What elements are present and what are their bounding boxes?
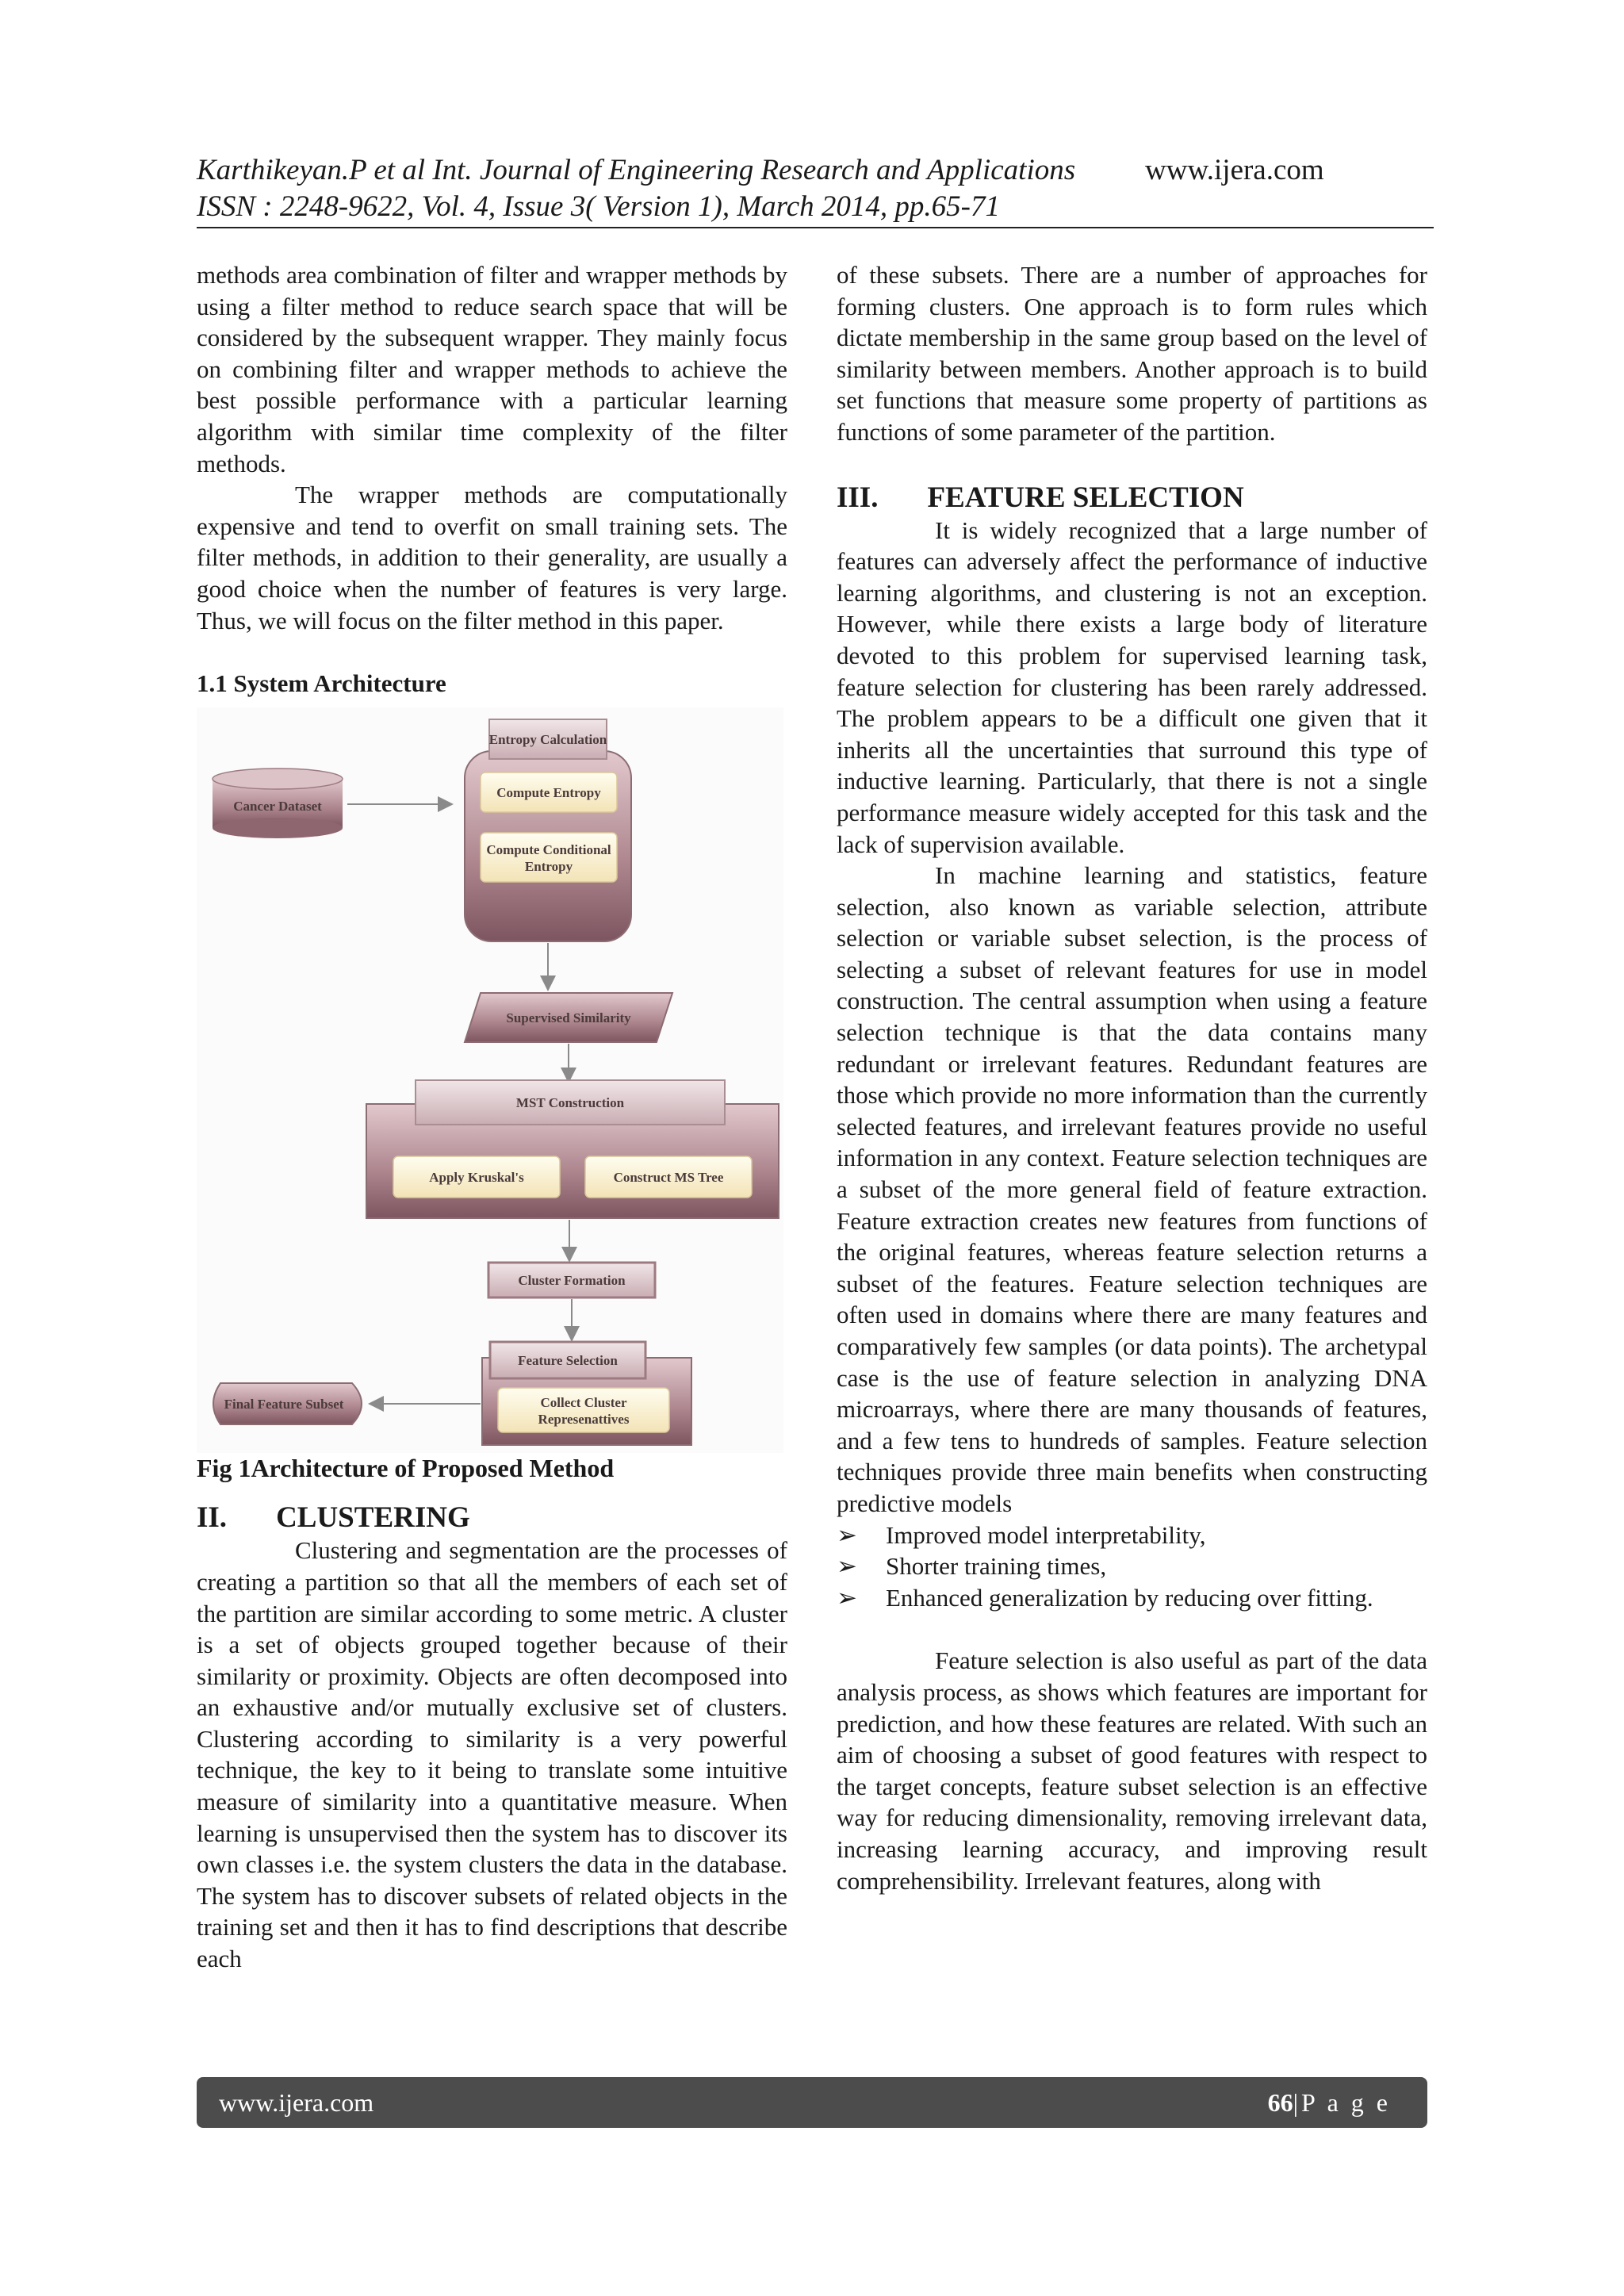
cancer-dataset-node: [213, 769, 343, 838]
section-title: CLUSTERING: [276, 1501, 470, 1535]
list-item: [837, 1550, 1427, 1582]
apply-kruskal-label: Apply Kruskal's: [429, 1169, 524, 1185]
paragraph: of these subsets. There are a number of approaches for forming clusters. One approach is to form rules which dictate membership in the same group based on the level of similarity between members. Another approach is to build set functions that measure some property of partitions as functions of some parameter of the partition.: [837, 261, 1427, 446]
page-footer: [197, 2077, 1427, 2128]
section-heading-feature-selection: [837, 481, 1427, 515]
architecture-figure: [197, 707, 783, 1453]
arrow-bullet-icon: ➢: [837, 1552, 857, 1581]
construct-ms-tree-label: Construct MS Tree: [613, 1169, 724, 1185]
benefits-list: [837, 1520, 1427, 1614]
mst-construction-label: MST Construction: [515, 1094, 625, 1110]
cancer-dataset-label: Cancer Dataset: [233, 798, 322, 814]
architecture-diagram: [197, 707, 783, 1453]
arrow-bullet-icon: ➢: [837, 1520, 857, 1549]
journal-website[interactable]: www.ijera.com: [1145, 154, 1324, 186]
paragraph: In machine learning and statistics, feature selection, also known as variable selection, attribute selection or variable subset selection, is the process of selecting a subset of relevant features for use in model construction. The central assumption when using a feature selection technique is that the data contains many redundant or irrelevant features. Redundant features are those which provide no more information than the currently selected features, and irrelevant features provide no useful information in any context. Feature selection techniques are a subset of the more general field of feature extraction. Feature extraction creates new features from functions of the original features, whereas feature selection returns a subset of the features. Feature selection techniques are often used in domains where there are many features and comparatively few samples (or data points). The archetypal case is the use of feature selection in analyzing DNA microarrays, where there are many thousands of features, and a few tens to hundreds of samples. Feature selection techniques provide three main benefits when constructing predictive models: [837, 861, 1427, 1517]
journal-citation: Karthikeyan.P et al Int. Journal of Engineering Research and Applications: [197, 154, 1076, 186]
section-number: II.: [197, 1501, 228, 1535]
header-rule: [197, 227, 1434, 228]
mst-construction-node: [366, 1080, 779, 1218]
feature-selection-label: Feature Selection: [518, 1352, 618, 1368]
paragraph: It is widely recognized that a large number of features can adversely affect the performance of inductive learning algorithms, and clustering is not an exception. However, while there exists a large body of literature devoted to this problem for supervised learning task, feature selection for clustering has been rarely addressed. The problem appears to be a difficult one given that it inherits all the uncertainties that surround this type of inductive learning. Particularly, that there is not a single performance measure widely accepted for this task and the lack of supervision available.: [837, 516, 1427, 858]
final-feature-subset-node: [213, 1383, 362, 1424]
supervised-similarity-node: [465, 993, 672, 1042]
page-suffix: |P a g e: [1293, 2088, 1391, 2117]
paragraph: Feature selection is also useful as part of the data analysis process, as shows which features are important for prediction, and how these features are related. With such an aim of choosing a subset of good features with respect to the target concepts, feature subset selection is an effective way for reducing dimensionality, removing irrelevant data, increasing learning accuracy, and improving result comprehensibility. Irrelevant features, along with: [837, 1646, 1427, 1895]
left-column: [197, 259, 787, 1975]
page-number: [1268, 2077, 1391, 2128]
feature-selection-node: [482, 1342, 691, 1445]
section-title: FEATURE SELECTION: [927, 481, 1244, 514]
paragraph: Clustering and segmentation are the processes of creating a partition so that all the members of each set of the partition are similar according to some metric. A cluster is a set of objects grouped together because of their similarity or proximity. Objects are often decomposed into an exhaustive and/or mutually exclusive set of clusters. Clustering according to similarity is a very powerful technique, the key to it being to translate some intuitive measure of similarity into a quantitative measure. When learning is unsupervised then the system has to discover its own classes i.e. the system clusters the data in the database. The system has to discover subsets of related objects in the training set and then it has to find descriptions that describe each: [197, 1536, 787, 1973]
list-item: [837, 1520, 1427, 1551]
paragraph: The wrapper methods are computationally expensive and tend to overfit on small training sets. The filter methods, in addition to their generality, are usually a good choice when the number of features is very large. Thus, we will focus on the filter method in this paper.: [197, 481, 787, 634]
cluster-formation-label: Cluster Formation: [518, 1272, 626, 1288]
arrow-bullet-icon: ➢: [837, 1583, 857, 1612]
issn-line: ISSN : 2248-9622, Vol. 4, Issue 3( Version 1), March 2014, pp.65-71: [197, 190, 1000, 223]
section-heading-clustering: [197, 1501, 787, 1535]
list-item-text: Improved model interpretability,: [886, 1520, 1206, 1549]
page-number-value: 66: [1267, 2088, 1293, 2117]
footer-website[interactable]: www.ijera.com: [219, 2088, 374, 2117]
right-column: [837, 259, 1427, 1896]
figure-caption: Fig 1Architecture of Proposed Method: [197, 1453, 615, 1482]
running-header: [197, 152, 1434, 225]
list-item-text: Enhanced generalization by reducing over fitting.: [886, 1583, 1373, 1612]
paragraph: methods area combination of filter and wrapper methods by using a filter method to reduce search space that will be considered by the subsequent wrapper. They mainly focus on combining filter and wrapper methods to achieve the best possible performance with a particular learning algorithm with similar time complexity of the filter methods.: [197, 261, 787, 477]
conditional-entropy-label: Compute Conditional: [486, 841, 611, 857]
cluster-formation-node: [488, 1263, 655, 1297]
final-feature-subset-label: Final Feature Subset: [224, 1396, 344, 1412]
supervised-similarity-label: Supervised Similarity: [506, 1010, 631, 1025]
collect-cluster-label: Collect Cluster: [540, 1394, 627, 1410]
section-number: III.: [837, 481, 879, 514]
list-item-text: Shorter training times,: [886, 1552, 1107, 1581]
subsection-heading: 1.1 System Architecture: [197, 669, 446, 698]
list-item: [837, 1582, 1427, 1614]
entropy-calculation-node: [465, 719, 631, 941]
entropy-calculation-label: Entropy Calculation: [488, 731, 607, 747]
collect-cluster-label: Represenattives: [538, 1411, 630, 1427]
compute-entropy-label: Compute Entropy: [496, 784, 601, 800]
conditional-entropy-label: Entropy: [524, 858, 573, 874]
